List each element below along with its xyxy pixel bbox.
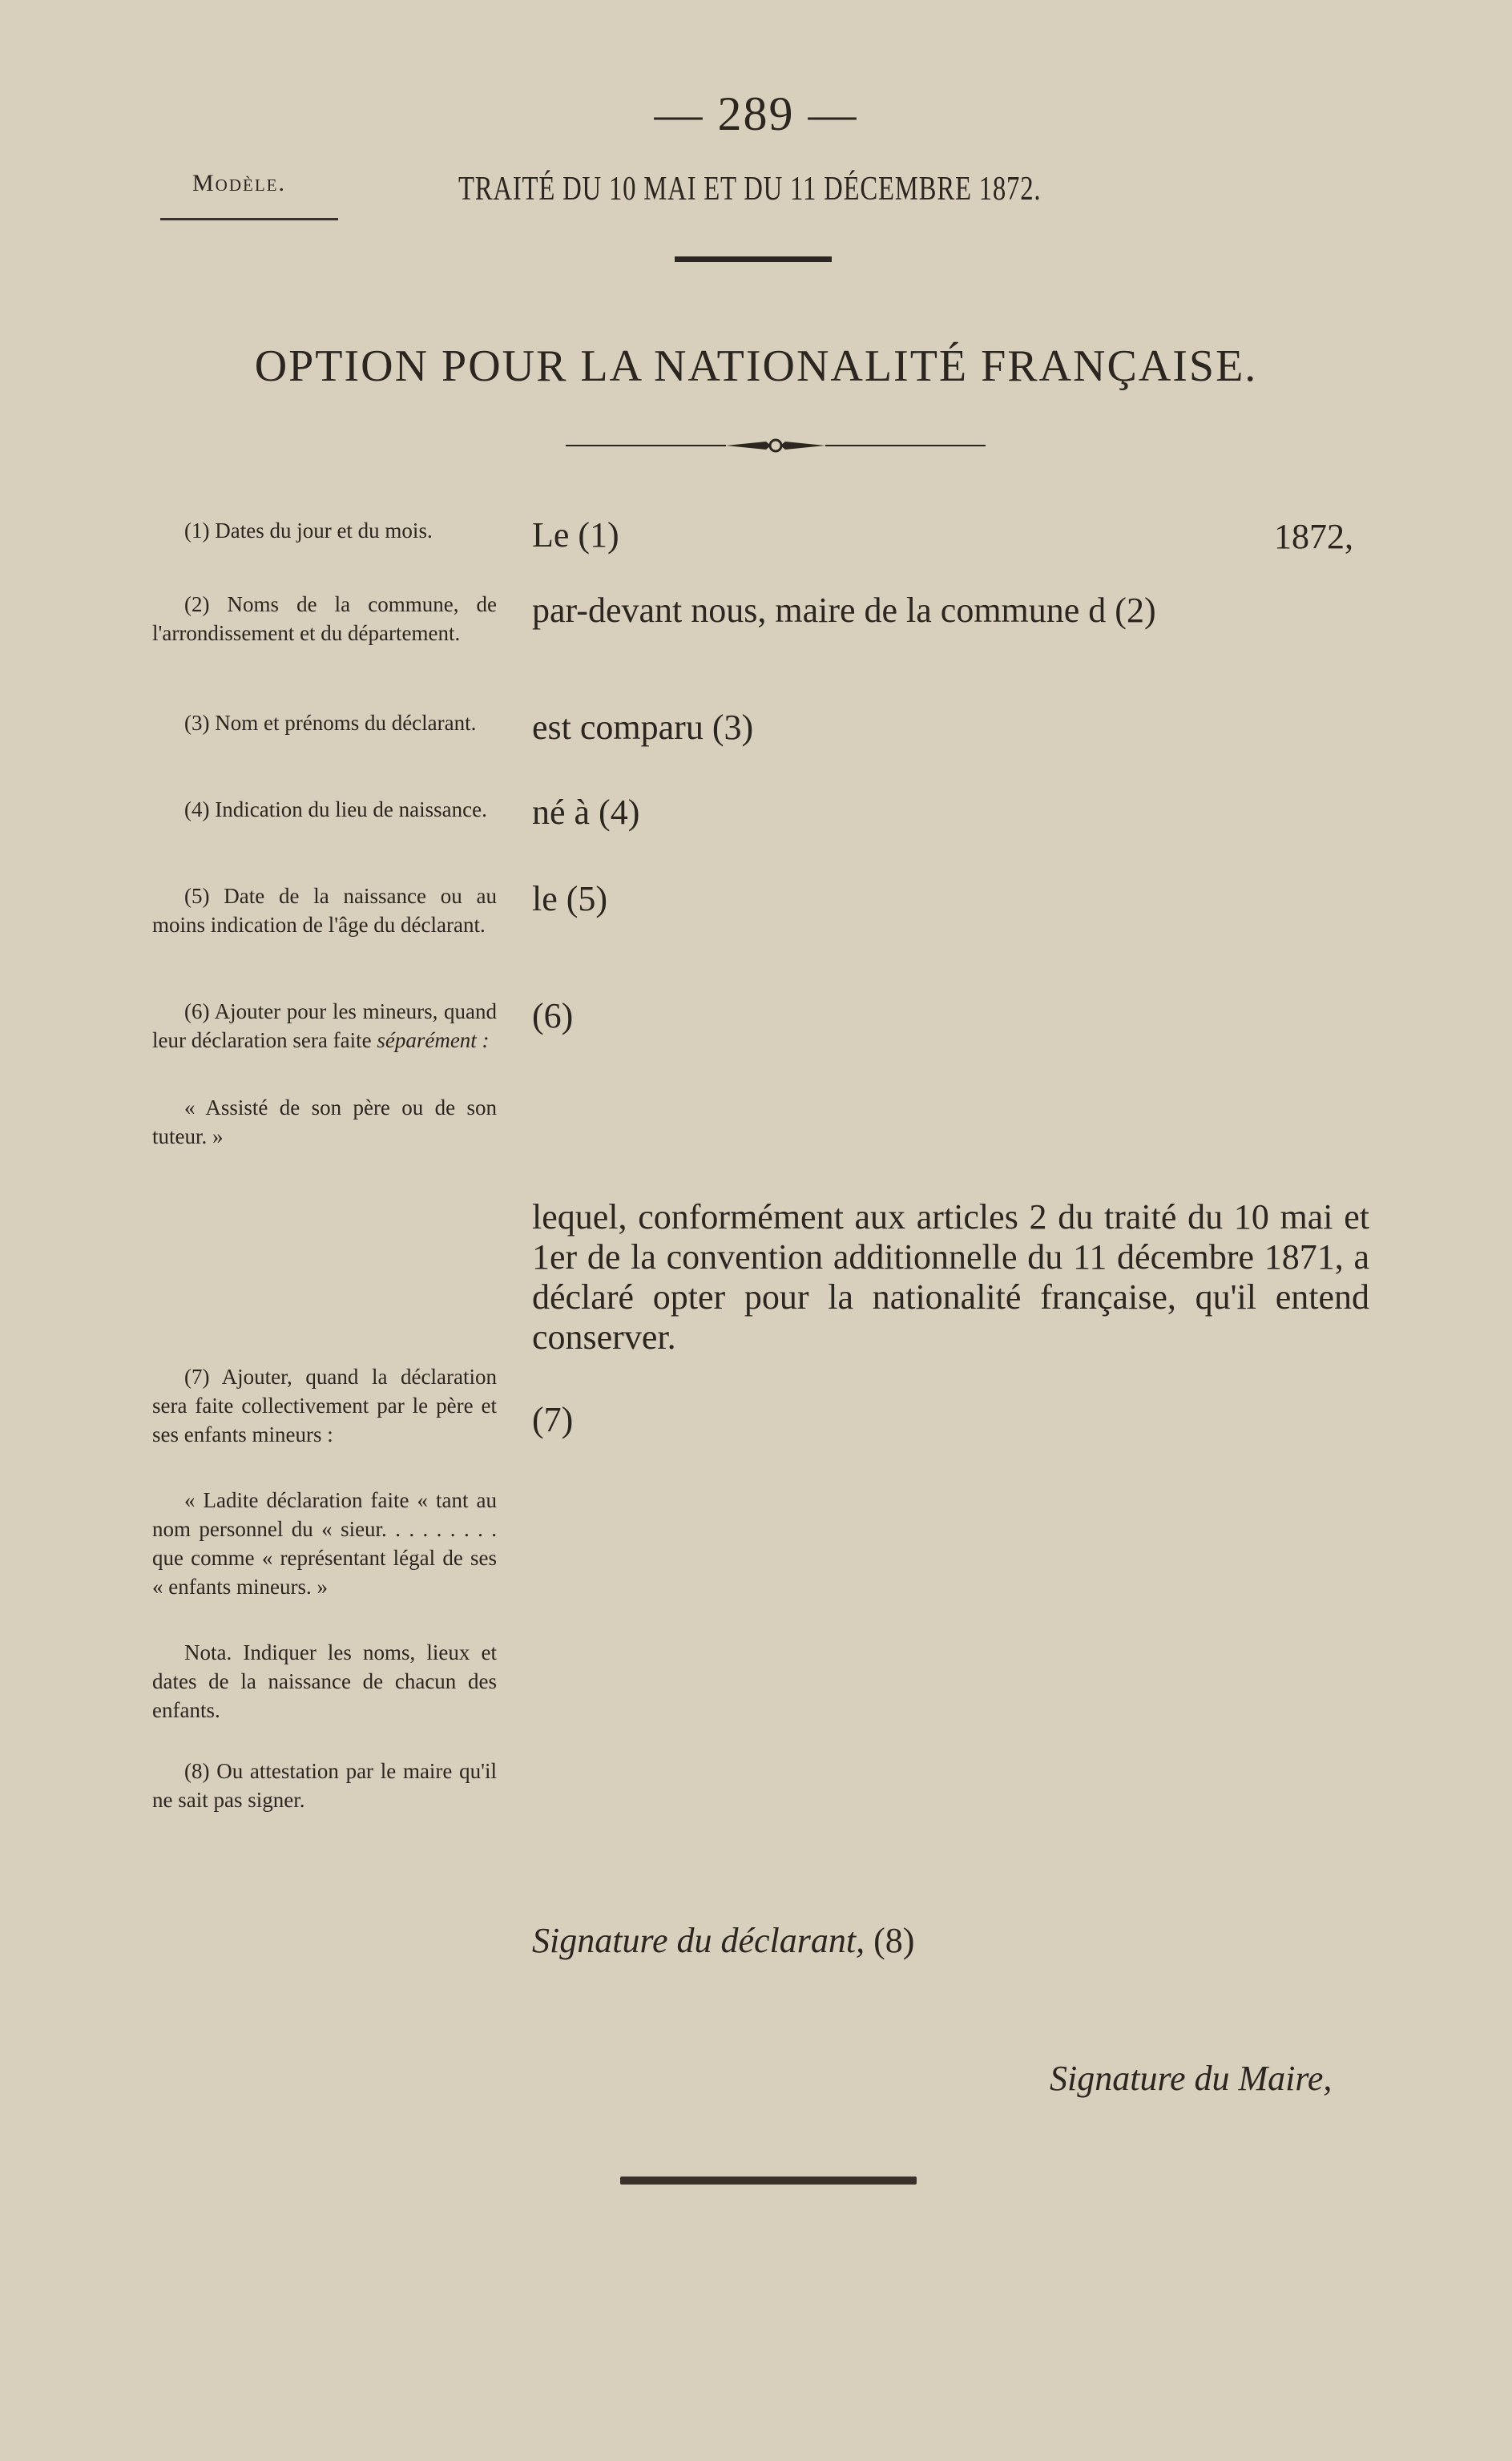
note-6-intro: (6) Ajouter pour les mineurs, quand leur déclaration sera faite [152, 999, 497, 1052]
note-2: (2) Noms de la commune, de l'arrondissement et du département. [152, 592, 497, 645]
note-7: (7) Ajouter, quand la déclaration sera faite collectivement par le père et ses enfants mineurs : [152, 1365, 497, 1446]
form-comparu-line: est comparu (3) [532, 708, 754, 747]
document-title: OPTION POUR LA NATIONALITÉ FRANÇAISE. [254, 341, 1258, 391]
note-8: (8) Ou attestation par le maire qu'il ne sait pas signer. [152, 1759, 497, 1812]
bottom-divider [620, 2177, 917, 2185]
page-number: — 289 — [654, 87, 858, 140]
note-3: (3) Nom et prénoms du déclarant. [184, 711, 477, 735]
form-ne-a-line: né à (4) [532, 793, 640, 832]
header-divider [675, 256, 832, 262]
signature-declarant-ref: (8) [873, 1921, 915, 1960]
note-1: (1) Dates du jour et du mois. [184, 518, 433, 543]
note-5: (5) Date de la naissance ou au moins indication de l'âge du déclarant. [152, 884, 497, 937]
form-le-line: Le (1) [532, 515, 619, 555]
form-year: 1872, [1274, 517, 1353, 556]
form-par-devant-line: par-devant nous, maire de la commune d (2) [532, 591, 1156, 630]
signature-declarant-label: Signature du déclarant, [532, 1921, 865, 1960]
nota-note: Nota. Indiquer les noms, lieux et dates de la naissance de chacun des enfants. [152, 1640, 497, 1722]
form-le5-line: le (5) [532, 879, 608, 918]
signature-maire: Signature du Maire, [1050, 2059, 1333, 2098]
form-seven-line: (7) [532, 1400, 574, 1439]
form-six-line: (6) [532, 996, 574, 1035]
modele-label: Modèle. [192, 170, 286, 196]
ornament-divider [566, 436, 986, 455]
note-6-emphasis: séparément : [377, 1028, 490, 1052]
note-6-quote: « Assisté de son père ou de son tuteur. » [152, 1095, 497, 1148]
note-4: (4) Indication du lieu de naissance. [184, 797, 487, 821]
modele-underline [160, 218, 338, 220]
running-title: TRAITÉ DU 10 MAI ET DU 11 DÉCEMBRE 1872. [458, 171, 1042, 208]
note-6 [152, 997, 497, 1055]
signature-declarant [532, 1920, 914, 1961]
note-7-quote: « Ladite déclaration faite « tant au nom personnel du « sieur. . . . . . . . . que comme « représentant légal de ses « enfants mineurs. » [152, 1488, 497, 1599]
form-lequel-paragraph: lequel, conformément aux articles 2 du traité du 10 mai et 1er de la convention additionnelle du 11 décembre 1871, a déclaré opter pour la nationalité française, qu'il entend conserver. [532, 1197, 1369, 1357]
